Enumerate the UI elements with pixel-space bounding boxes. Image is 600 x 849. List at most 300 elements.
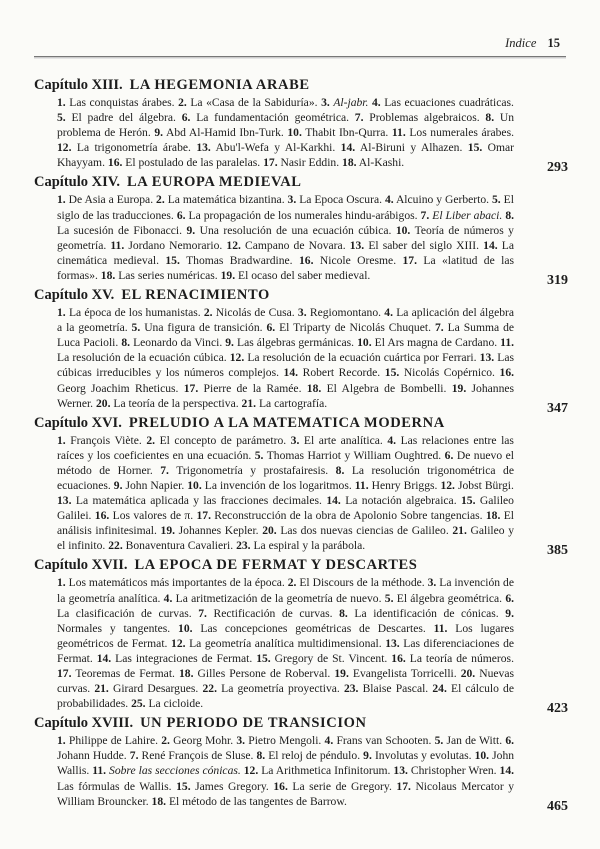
topic-item <box>226 239 345 252</box>
topic-number: 1. <box>57 96 66 109</box>
topic-text: La cartografía. <box>258 396 328 410</box>
topic-number: 16. <box>298 253 314 267</box>
topic-text: Nicolás de Cusa. <box>215 306 295 320</box>
chapter-entry <box>34 173 568 289</box>
chapter-title: EL RENACIMIENTO <box>121 287 270 304</box>
topic-text: John Napier. <box>125 478 185 492</box>
topic-text: La teoría de números. <box>409 651 514 665</box>
topic-item <box>57 111 176 124</box>
chapter-heading <box>34 286 568 304</box>
chapter-number: Capítulo XVII. <box>34 557 128 574</box>
topic-number: 4. <box>163 591 173 605</box>
topic-number: 19. <box>220 268 236 282</box>
topic-number: 22. <box>108 539 123 553</box>
topic-item <box>284 366 381 379</box>
topic-number: 1. <box>57 306 66 320</box>
topic-item <box>262 524 449 537</box>
topic-number: 10. <box>178 621 193 635</box>
topic-number: 6. <box>176 208 186 222</box>
topic-text: La geometría analítica multidimensional. <box>189 636 382 650</box>
topic-item <box>178 622 426 635</box>
topic-number: 18. <box>306 381 322 395</box>
topic-item <box>266 321 431 334</box>
topic-text: Campano de Novara. <box>245 238 346 252</box>
topic-number: 15. <box>176 779 191 793</box>
topic-number: 2. <box>161 734 170 748</box>
topic-text: La matemática bizantina. <box>167 193 285 207</box>
topic-item <box>198 607 332 620</box>
topic-text: Normales y tangentes. <box>57 621 171 635</box>
topic-number: 6. <box>266 321 276 335</box>
topic-number: 5. <box>434 734 444 748</box>
topic-number: 10. <box>287 126 302 140</box>
chapter-title: PRELUDIO A LA MATEMATICA MODERNA <box>128 414 445 431</box>
topic-number: 14. <box>326 494 341 508</box>
topic-number: 7. <box>420 208 430 222</box>
topic-text: Leonardo da Vinci. <box>133 336 223 350</box>
topic-number: 23. <box>236 539 251 553</box>
topic-number: 18. <box>151 794 167 808</box>
topic-text: La sucesión de Fibonacci. <box>57 223 183 237</box>
topic-number: 8. <box>121 336 131 350</box>
topic-text: Nicolaus Mercator y William Brouncker. <box>57 779 515 808</box>
topic-number: 14. <box>483 238 498 252</box>
topic-text: Las ecuaciones cuadráticas. <box>384 96 514 109</box>
topic-number: 8. <box>505 208 515 222</box>
topic-text: Reconstrucción de la obra de Apolonio Sobre tangencias. <box>214 509 483 523</box>
topic-text: Las diferenciaciones de Fermat. <box>57 636 515 665</box>
topic-number: 1. <box>57 734 66 748</box>
topic-text: La aritmetización de la geometría de nuevo. <box>175 591 382 605</box>
topic-text: La resolución trigonométrica de ecuaciones. <box>57 463 514 492</box>
chapter-title: LA EPOCA DE FERMAT Y DESCARTES <box>134 557 418 574</box>
chapter-entry <box>34 414 568 559</box>
chapter-page-number: 385 <box>547 543 568 559</box>
chapter-topics <box>57 192 514 283</box>
topic-item <box>57 667 175 680</box>
topic-item <box>101 269 218 282</box>
topic-item <box>171 637 382 650</box>
topic-number: 10. <box>395 223 411 237</box>
topic-number: 11. <box>92 764 107 778</box>
topic-text: Johann Hudde. <box>57 749 127 763</box>
topic-text: Una figura de transición. <box>144 321 263 335</box>
topic-item <box>94 682 198 695</box>
topic-item <box>385 366 495 379</box>
table-of-contents <box>34 76 568 812</box>
topic-item <box>230 351 477 364</box>
topic-text: Omar Khayyam. <box>57 141 515 170</box>
topic-text: El padre del álgebra. <box>71 111 176 125</box>
chapter-number: Capítulo XIII. <box>34 77 123 93</box>
topic-number: 12. <box>226 238 241 252</box>
topic-text: François Viète. <box>70 433 142 447</box>
topic-number: 16. <box>273 779 288 793</box>
topic-item <box>131 697 203 710</box>
topic-text: Christopher Wren. <box>410 764 497 778</box>
topic-item <box>263 156 339 169</box>
topic-item <box>363 749 471 762</box>
topic-number: 5. <box>254 448 264 462</box>
topic-text: La Epoca Oscura. <box>299 193 382 207</box>
topic-text: Las concepciones geométricas de Descartes. <box>200 621 426 635</box>
topic-number: 11. <box>110 238 125 252</box>
topic-text: James Gregory. <box>195 779 269 793</box>
topic-item <box>161 734 233 747</box>
topic-number: 9. <box>154 126 164 140</box>
topic-item <box>196 141 335 154</box>
topic-number: 2. <box>203 306 213 320</box>
topic-text: La Arithmetica Infinitorum. <box>261 764 391 778</box>
topic-item <box>256 652 387 665</box>
topic-text: Philippe de Lahire. <box>68 734 159 748</box>
chapter-page-number: 423 <box>547 701 568 717</box>
chapter-entry <box>34 286 568 416</box>
topic-text: Las conquistas árabes. <box>69 96 175 109</box>
topic-number: 9. <box>505 606 514 620</box>
topic-number: 8. <box>256 749 266 763</box>
topic-number: 7. <box>160 463 169 477</box>
topic-item <box>355 111 480 124</box>
topic-number: 12. <box>229 351 245 365</box>
topic-text: El reloj de péndulo. <box>268 749 361 763</box>
topic-number: 9. <box>113 478 123 492</box>
topic-item <box>202 682 339 695</box>
topic-text: Jobst Bürgi. <box>457 478 514 492</box>
topic-number: 7. <box>198 606 207 620</box>
topic-number: 9. <box>225 336 234 350</box>
topic-number: 6. <box>181 111 191 125</box>
topic-text: La serie de Gregory. <box>292 779 392 793</box>
running-head-page-number: 15 <box>547 36 560 50</box>
topic-item <box>164 592 382 605</box>
topic-text: La trigonometría árabe. <box>76 141 191 155</box>
topic-number: 9. <box>363 749 372 763</box>
topic-text: Una resolución de una ecuación cúbica. <box>199 223 392 237</box>
topic-number: 12. <box>243 764 259 778</box>
topic-item <box>182 111 349 124</box>
topic-number: 14. <box>340 141 356 155</box>
topic-item <box>146 434 286 447</box>
topic-number: 20. <box>460 667 476 680</box>
topic-item <box>307 382 447 395</box>
topic-number: 19. <box>334 667 349 680</box>
topic-text: La matemática aplicada y las fracciones decimales. <box>75 494 322 508</box>
topic-text: Galileo Galilei. <box>57 494 514 523</box>
topic-text: Gilles Persone de Roberval. <box>197 667 331 680</box>
topic-number: 3. <box>297 306 307 320</box>
topic-number: 6. <box>505 734 515 748</box>
chapter-heading <box>34 76 568 94</box>
topic-number: 7. <box>354 111 364 125</box>
topic-number: 21. <box>452 524 467 538</box>
topic-text: René François de Sluse. <box>141 749 254 763</box>
topic-number: 13. <box>385 636 400 650</box>
topic-number: 23. <box>343 682 359 696</box>
topic-number: 2. <box>287 576 297 590</box>
topic-number: 24. <box>432 682 447 696</box>
topic-number: 17. <box>402 253 417 267</box>
topic-item <box>177 209 418 222</box>
topic-text: Regiomontano. <box>309 306 382 320</box>
topic-text: La invención de los logaritmos. <box>204 478 352 492</box>
topic-number: 3. <box>236 734 246 748</box>
topic-item <box>256 749 360 762</box>
topic-item <box>242 397 328 410</box>
topic-text: La Summa de Luca Pacioli. <box>57 321 515 350</box>
topic-item <box>114 479 184 492</box>
topic-text: La «latitud de las formas». <box>57 253 515 282</box>
topic-number: 13. <box>57 494 72 508</box>
topic-number: 5. <box>57 111 66 125</box>
topic-text: La cicloide. <box>148 697 204 711</box>
topic-number: 5. <box>131 321 141 335</box>
topic-number: 1. <box>57 193 66 207</box>
topic-text: El Ars magna de Cardano. <box>374 336 498 350</box>
topic-item <box>92 764 241 777</box>
chapter-entry <box>34 714 568 814</box>
topic-number: 13. <box>349 238 365 252</box>
topic-number: 10. <box>474 749 490 763</box>
topic-text: El ocaso del saber medieval. <box>238 268 371 282</box>
topic-item <box>357 336 497 349</box>
topic-number: 1. <box>57 576 66 590</box>
topic-text: La aplicación del álgebra a la geometría. <box>57 306 515 335</box>
topic-text: Los lugares geométricos de Fermat. <box>57 621 514 650</box>
topic-text: La resolución de la ecuación cúbica. <box>57 351 227 365</box>
topic-text: Los valores de π. <box>112 509 194 523</box>
topic-item <box>350 239 479 252</box>
topic-item <box>341 141 463 154</box>
topic-text: La espiral y la parábola. <box>253 539 366 553</box>
topic-number: 15. <box>460 494 476 508</box>
topic-text: Georg Joachim Rheticus. <box>57 381 179 395</box>
topic-text: Nicole Oresme. <box>319 253 397 267</box>
topic-text: Frans van Schooten. <box>336 734 432 748</box>
topic-item <box>372 96 514 109</box>
topic-text: Bonaventura Cavalieri. <box>125 539 234 553</box>
topic-text: El método de las tangentes de Barrow. <box>168 794 347 808</box>
topic-item <box>57 306 201 319</box>
topic-item <box>392 126 514 139</box>
topic-text: Las relaciones entre las raíces y los coeficientes en una ecuación. <box>57 433 514 462</box>
topic-text: Galileo y el infinito. <box>57 524 515 553</box>
chapter-title: UN PERIODO DE TRANSICION <box>140 715 367 732</box>
topic-text: Johannes Kepler. <box>178 524 259 538</box>
topic-item <box>110 239 222 252</box>
topic-text: El Discours de la méthode. <box>299 576 425 590</box>
topic-item <box>288 193 382 206</box>
topic-text: La identificación de cónicas. <box>354 606 499 620</box>
topic-number: 4. <box>384 306 393 320</box>
topic-number: 15. <box>384 366 400 380</box>
topic-text: La teoría de la perspectiva. <box>113 396 239 410</box>
topic-item <box>299 254 396 267</box>
topic-number: 10. <box>187 478 202 492</box>
topic-text: Abu'l-Wefa y Al-Karkhi. <box>215 141 336 155</box>
topic-number: 20. <box>262 524 277 538</box>
topic-item <box>385 592 502 605</box>
header-rule <box>34 56 566 57</box>
topic-text: El arte analítica. <box>303 433 383 447</box>
topic-item <box>57 141 191 154</box>
topic-text: Blaise Pascal. <box>362 682 429 696</box>
topic-item <box>184 382 302 395</box>
topic-text: Las series numéricas. <box>118 268 218 282</box>
topic-text: De nuevo el método de Horner. <box>57 448 514 477</box>
topic-item <box>196 509 482 522</box>
topic-text: Thomas Bradwardine. <box>186 253 293 267</box>
topic-text: Al-Kashi. <box>358 156 405 170</box>
topic-number: 18. <box>485 509 501 523</box>
topic-item <box>435 734 503 747</box>
running-head <box>505 36 560 51</box>
topic-item <box>178 96 317 109</box>
topic-number: 16. <box>107 156 123 170</box>
topic-item <box>187 479 351 492</box>
topic-number: 15. <box>256 651 271 665</box>
topic-number: 1. <box>57 433 66 447</box>
topic-text: Jan de Witt. <box>446 734 503 748</box>
chapter-title: LA HEGEMONIA ARABE <box>129 77 310 93</box>
topic-number: 2. <box>178 96 187 109</box>
topic-item <box>225 336 354 349</box>
topic-text: Johannes Werner. <box>57 381 515 410</box>
topic-text: Nicolás Copérnico. <box>403 366 495 380</box>
topic-item <box>298 306 381 319</box>
topic-item <box>291 434 383 447</box>
topic-item <box>440 479 513 492</box>
topic-item <box>288 576 425 589</box>
topic-text: El Triparty de Nicolás Chuquet. <box>279 321 431 335</box>
topic-number: 25. <box>131 697 146 711</box>
topic-text: La clasificación de curvas. <box>57 606 192 620</box>
topic-item <box>130 749 254 762</box>
topic-number: 8. <box>485 111 495 125</box>
topic-text: Las integraciones de Fermat. <box>115 651 253 665</box>
topic-item <box>342 156 404 169</box>
topic-number: 12. <box>440 478 455 492</box>
topic-text: Las álgebras germánicas. <box>236 336 355 350</box>
topic-item <box>385 193 489 206</box>
topic-item <box>57 576 285 589</box>
topic-item <box>236 734 321 747</box>
chapter-topics <box>57 733 514 808</box>
chapter-heading <box>34 556 568 574</box>
topic-number: 15. <box>467 141 483 155</box>
topic-number: 17. <box>263 156 278 170</box>
topic-text: El siglo de las traducciones. <box>57 193 514 222</box>
topic-item <box>221 269 371 282</box>
topic-text: El Algebra de Bombelli. <box>326 381 447 395</box>
topic-number: 17. <box>57 667 72 680</box>
topic-number: 18. <box>342 156 357 170</box>
topic-text: Teoremas de Fermat. <box>75 667 175 680</box>
topic-text: La propagación de los numerales hindu-arábigos. <box>188 208 418 222</box>
topic-text: La resolución de la ecuación cuártica por Ferrari. <box>247 351 477 365</box>
topic-text: Trigonometría y prostafairesis. <box>176 463 329 477</box>
topic-number: 2. <box>156 193 165 207</box>
topic-text: El análisis infinitesimal. <box>57 509 515 538</box>
chapter-heading <box>34 714 568 732</box>
chapter-topics <box>57 433 514 554</box>
topic-text: Pierre de la Ramée. <box>203 381 302 395</box>
topic-text: Teoría de números y geometría. <box>57 223 514 252</box>
topic-number: 16. <box>499 366 515 380</box>
topic-text: Nasir Eddin. <box>280 156 340 170</box>
topic-number: 11. <box>433 621 448 635</box>
topic-item <box>160 464 328 477</box>
topic-item <box>57 494 322 507</box>
topic-text: Gregory de St. Vincent. <box>274 651 388 665</box>
chapter-entry <box>34 76 568 176</box>
topic-number: 14. <box>499 764 515 778</box>
topic-text: Nuevas curvas. <box>57 667 514 696</box>
running-head-title: Indice <box>505 36 537 50</box>
topic-number: 7. <box>434 321 444 335</box>
topic-text: Evangelista Torricelli. <box>352 667 457 680</box>
topic-number: 17. <box>396 779 411 793</box>
topic-item <box>421 209 503 222</box>
topic-number: 5. <box>492 193 501 207</box>
topic-text: Un problema de Herón. <box>57 111 515 140</box>
topic-text: Rectificación de curvas. <box>213 606 333 620</box>
topic-item <box>165 254 292 267</box>
topic-text: La época de los humanistas. <box>68 306 201 320</box>
topic-text: Las cúbicas irreducibles y los números complejos. <box>57 351 514 380</box>
topic-item <box>96 397 239 410</box>
topic-item <box>339 607 499 620</box>
topic-text: El álgebra geométrica. <box>396 591 503 605</box>
topic-text: Pietro Mengoli. <box>248 734 322 748</box>
topic-text: Abd Al-Hamid Ibn-Turk. <box>165 126 284 140</box>
topic-text: Girard Desargues. <box>112 682 199 696</box>
topic-number: 4. <box>384 193 394 207</box>
topic-item <box>176 780 269 793</box>
topic-item <box>108 539 233 552</box>
topic-item <box>325 734 432 747</box>
topic-item <box>57 96 175 109</box>
topic-number: 19. <box>160 524 176 538</box>
topic-number: 4. <box>387 433 397 447</box>
topic-item <box>97 652 253 665</box>
topic-text: Problemas algebraicos. <box>369 111 480 125</box>
topic-number: 18. <box>100 268 116 282</box>
topic-text: Los matemáticos más importantes de la época. <box>68 576 285 590</box>
topic-text: La notación algebraica. <box>345 494 457 508</box>
topic-item <box>236 539 365 552</box>
topic-item <box>355 479 438 492</box>
topic-number: 7. <box>129 749 139 763</box>
topic-number: 17. <box>183 381 199 395</box>
topic-number: 11. <box>500 336 515 350</box>
topic-text: De Asia a Europa. <box>68 193 154 207</box>
topic-number: 10. <box>357 336 372 350</box>
topic-number: 6. <box>444 448 454 462</box>
topic-item <box>156 193 285 206</box>
topic-text: El saber del siglo XIII. <box>368 238 480 252</box>
topic-number: 11. <box>354 478 369 492</box>
topic-text: El concepto de parámetro. <box>159 433 287 447</box>
topic-text: La «Casa de la Sabiduría». <box>190 96 318 109</box>
chapter-page-number: 347 <box>547 400 568 416</box>
topic-number: 14. <box>283 366 299 380</box>
topic-number: 20. <box>96 396 111 410</box>
chapter-page-number: 465 <box>547 798 568 814</box>
topic-number: 21. <box>241 396 257 410</box>
topic-text: El cálculo de probabilidades. <box>57 682 514 711</box>
topic-text: Los numerales árabes. <box>409 126 514 140</box>
